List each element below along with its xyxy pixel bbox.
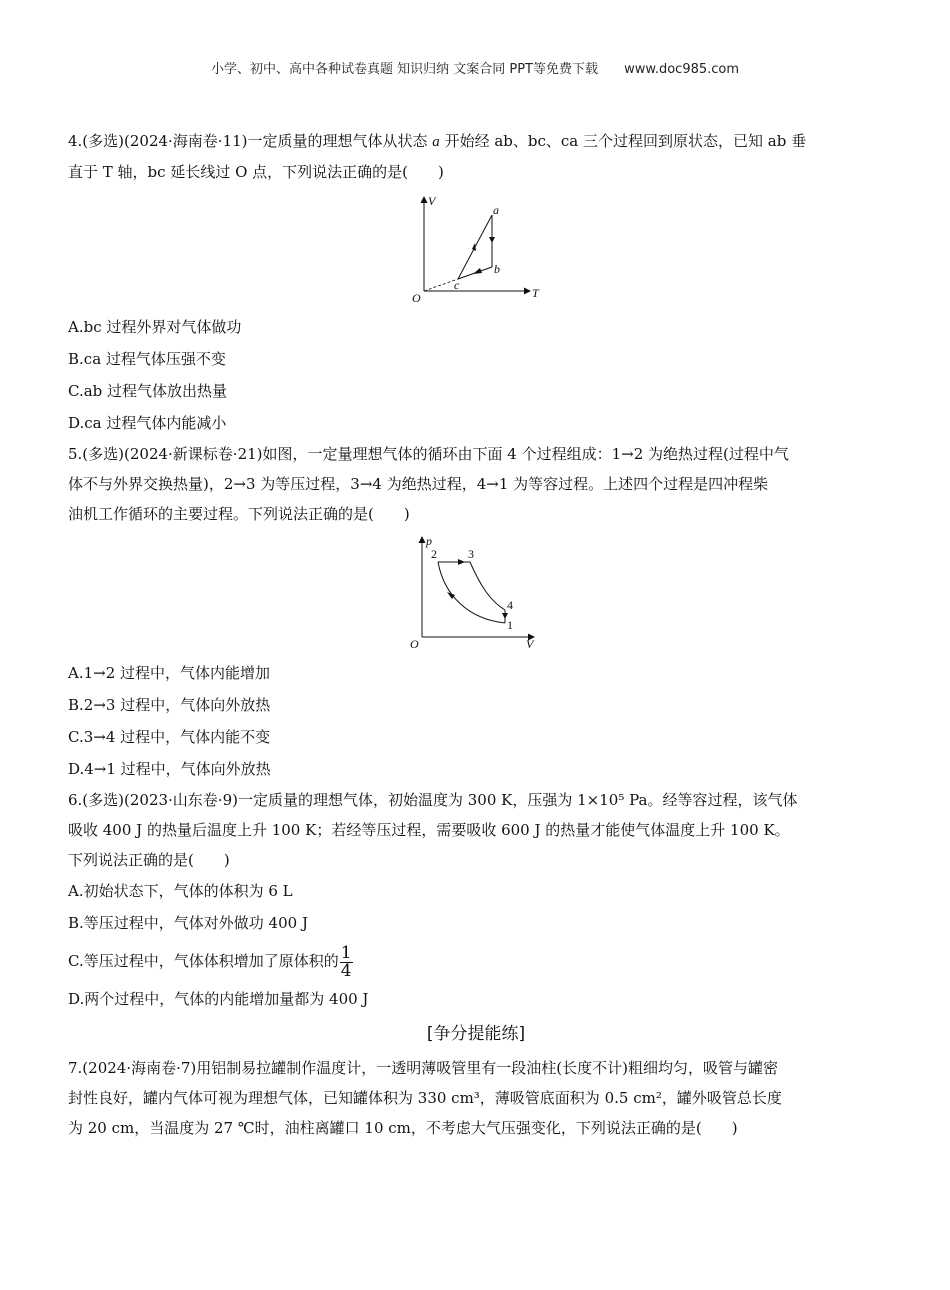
question-7 bbox=[68, 1053, 884, 1143]
question-5-stem-line1: 5.(多选)(2024·新课标卷·21)如图，一定量理想气体的循环由下面 4 个过程组成：1→2 为绝热过程(过程中气 bbox=[68, 445, 789, 463]
question-5-stem-line3: 油机工作循环的主要过程。下列说法正确的是( ) bbox=[68, 505, 410, 523]
vt-arrow-ab bbox=[489, 237, 495, 243]
header-title: 小学、初中、高中各种试卷真题 知识归纳 文案合同 PPT等免费下载 bbox=[210, 62, 598, 77]
question-5-stem-line2: 体不与外界交换热量)，2→3 为等压过程，3→4 为绝热过程，4→1 为等容过程。上述四个过程是四冲程柴 bbox=[68, 475, 769, 493]
vt-point-c: c bbox=[454, 278, 460, 292]
question-6-option-b[interactable]: B.等压过程中，气体对外做功 400 J bbox=[68, 914, 308, 932]
vt-point-b: b bbox=[494, 262, 500, 276]
pv-point-2: 2 bbox=[431, 547, 437, 561]
document-body bbox=[68, 126, 884, 1143]
pv-point-1: 1 bbox=[507, 618, 513, 632]
pv-point-4: 4 bbox=[507, 598, 513, 612]
pv-y-label: p bbox=[426, 534, 432, 548]
header-url[interactable]: www.doc985.com bbox=[624, 62, 740, 77]
page-header bbox=[0, 58, 950, 77]
question-4-option-c[interactable]: C.ab 过程气体放出热量 bbox=[68, 382, 228, 400]
question-6-option-a[interactable]: A.初始状态下，气体的体积为 6 L bbox=[68, 882, 293, 900]
vt-point-a: a bbox=[493, 203, 499, 217]
question-4-option-d[interactable]: D.ca 过程气体内能减小 bbox=[68, 414, 227, 432]
vt-arrow-bc bbox=[473, 268, 482, 274]
question-4-option-a[interactable]: A.bc 过程外界对气体做功 bbox=[68, 318, 242, 336]
vt-x-label: T bbox=[532, 286, 539, 300]
question-6-option-c[interactable]: C.等压过程中，气体体积增加了原体积的 $\frac{1}{4}$ bbox=[68, 942, 352, 981]
vt-diagram bbox=[408, 191, 548, 307]
question-5-option-b[interactable]: B.2→3 过程中，气体向外放热 bbox=[68, 696, 271, 714]
question-6-stem-line2: 吸收 400 J 的热量后温度上升 100 K；若经等压过程，需要吸收 600 J 的热量才能使气体温度上升 100 K。 bbox=[68, 821, 790, 839]
pv-x-label: V bbox=[526, 637, 534, 651]
question-6-stem-line1: 6.(多选)(2023·山东卷·9)一定质量的理想气体，初始温度为 300 K，压强为 1×10⁵ Pa。经等容过程，该气体 bbox=[68, 791, 798, 809]
question-7-stem-line3: 为 20 cm，当温度为 27 ℃时，油柱离罐口 10 cm，不考虑大气压强变化，下列说法正确的是( ) bbox=[68, 1119, 738, 1137]
vt-origin-label: O bbox=[412, 291, 421, 305]
question-5-option-c[interactable]: C.3→4 过程中，气体内能不变 bbox=[68, 728, 271, 746]
question-4-option-b[interactable]: B.ca 过程气体压强不变 bbox=[68, 350, 226, 368]
pv-origin-label: O bbox=[410, 637, 419, 651]
fraction-one-quarter: $\frac{1}{4}$ bbox=[340, 942, 352, 981]
section-title: [争分提能练] bbox=[426, 1024, 526, 1044]
vt-dashed-extension bbox=[424, 279, 458, 291]
question-6-stem-line3: 下列说法正确的是( ) bbox=[68, 851, 230, 869]
question-5 bbox=[68, 439, 884, 785]
question-7-stem-line2: 封性良好，罐内气体可视为理想气体，已知罐体积为 330 cm³，薄吸管底面积为 0.5 cm²，罐外吸管总长度 bbox=[68, 1089, 782, 1107]
pv-diagram bbox=[408, 533, 538, 653]
question-6 bbox=[68, 785, 884, 1015]
pv-point-3: 3 bbox=[468, 547, 474, 561]
vt-y-label: V bbox=[428, 194, 436, 208]
question-7-stem-line1: 7.(2024·海南卷·7)用铝制易拉罐制作温度计，一透明薄吸管里有一段油柱(长度不计)粗细均匀，吸管与罐密 bbox=[68, 1059, 778, 1077]
question-4-stem-line1: 4.(多选)(2024·海南卷·11)一定质量的理想气体从状态 a 开始经 ab、bc、ca 三个过程回到原状态，已知 ab 垂 bbox=[68, 132, 807, 150]
pv-process-3-4 bbox=[470, 562, 505, 610]
question-5-option-d[interactable]: D.4→1 过程中，气体向外放热 bbox=[68, 760, 271, 778]
pv-arrow-2-3 bbox=[458, 559, 465, 565]
question-4-stem-line2: 直于 T 轴，bc 延长线过 O 点，下列说法正确的是( ) bbox=[68, 163, 444, 181]
question-4 bbox=[68, 126, 884, 439]
question-6-option-d[interactable]: D.两个过程中，气体的内能增加量都为 400 J bbox=[68, 990, 369, 1008]
vt-arrow-ca bbox=[472, 243, 476, 251]
question-5-option-a[interactable]: A.1→2 过程中，气体内能增加 bbox=[68, 664, 271, 682]
